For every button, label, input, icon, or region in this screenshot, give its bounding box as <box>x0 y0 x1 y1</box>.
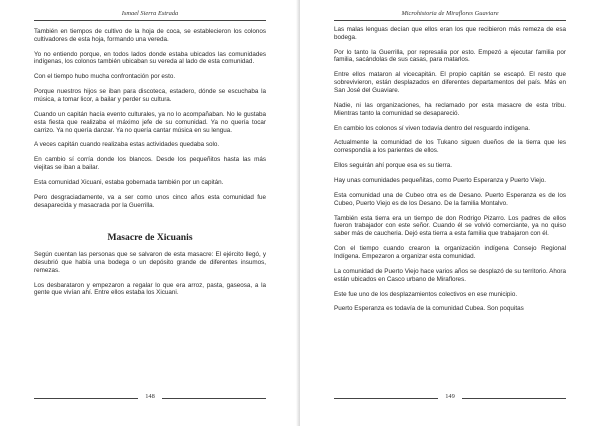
paragraph: En cambio los colonos sí viven todavía dentro del resguardo indígena. <box>334 124 531 132</box>
page-number: 148 <box>138 393 162 400</box>
running-header: Microhistoria de Miraflores Guaviare <box>401 10 499 17</box>
paragraph: También esta tierra era un tiempo de don Rodrigo Pizarro. Los padres de ellos fueron trabajador con este señor. Cuando él se volvió comerciante, ya no quiso saber más de caucheria. Dejó esta tierra a esta familia que trabajaron con él. <box>334 214 566 238</box>
paragraph: Según cuentan las personas que se salvaron de esta masacre: El ejército llegó, y desubrió que había una bodega o un depósito grande de diferentes insumos, remezas. <box>34 251 266 274</box>
paragraph: Con el tiempo cuando crearon la organización indígena Consejo Regional Indígena. Empezaron a organizar esta comunidad. <box>334 245 566 260</box>
page-number: 149 <box>438 393 462 400</box>
page-body <box>34 28 266 304</box>
paragraph: También en tiempos de cultivo de la hoja de coca, se establecieron los colonos cultivadores de esta hoja, formando una vereda. <box>34 28 266 43</box>
paragraph: La comunidad de Puerto Viejo hace varios años se desplazó de su territorio. Ahora están ubicados en Casco urbano de Miraflores. <box>334 267 566 283</box>
paragraph: Cuando un capitán hacía evento culturales, ya no lo acompañaban. No le gustaba esta fiesta que realizaba el máximo jefe de su comunidad. Ya no quería tocar carrizo. Ya no quería danzar. Ya no quería cantar música en su lengua. <box>34 111 266 134</box>
page-body <box>334 26 566 320</box>
header-rule <box>334 20 566 21</box>
right-page <box>300 0 600 426</box>
paragraph: Nadie, ni las organizaciones, ha reclamado por esta masacre de esta tribu. Mientras tanto la comunidad se desapareció. <box>334 101 566 117</box>
paragraph: Con el tiempo hubo mucha confrontación por esto. <box>34 73 176 81</box>
paragraph: Ellos seguirán ahí porque esa es su tierra. <box>334 162 452 170</box>
paragraph: Porque nuestros hijos se iban para discoteca, estadero, dónde se escuchaba la música, a tomar licor, a bailar y perder su cultura. <box>34 88 266 104</box>
paragraph: Este fue uno de los desplazamientos colectivos en ese municipio. <box>334 290 518 298</box>
paragraph: Actualmente la comunidad de los Tukano siguen dueños de la tierra que les correspondía a los parientes de ellos. <box>334 139 566 155</box>
paragraph: Pero desgraciadamente, va a ser como unos cinco años esta comunidad fue desaparecida y masacrada por la Guerrilla. <box>34 194 266 209</box>
paragraph: Los desbarataron y empezaron a regalar lo que era arroz, pasta, gaseosa, a la gente que vivían ahí. Entre ellos estaba los Xicuani. <box>34 281 266 297</box>
paragraph: Hay unas comunidades pequeñitas, como Puerto Esperanza y Puerto Viejo. <box>334 177 547 185</box>
paragraph: Por lo tanto la Guerrilla, por represalia por esto. Empezó a ejecutar familia por familia, sacándolas de sus casas, para matarlos. <box>334 48 566 64</box>
running-header: Ismael Sierra Estrada <box>121 10 179 17</box>
paragraph: En cambio sí corría donde los blancos. Desde los pequeñitos hasta las más viejitas se iban a bailar. <box>34 156 266 172</box>
paragraph: Entre ellos mataron al vicecapitán. El propio capitán se escapó. El resto que sobrevivieron, están desplazados en diferentes departamentos del país. Más en San José del Guaviare. <box>334 71 566 94</box>
paragraph: Esta comunidad Xicuani, estaba gobernada también por un capitán. <box>34 179 224 187</box>
paragraph: A veces capitán cuando realizaba estas actividades quedaba solo. <box>34 141 220 149</box>
paragraph: Esta comunidad una de Cubeo otra es de Desano. Puerto Esperanza es de los Cubeo, Puerto Viejo es de los Desano. De la familia Montalvo. <box>334 192 566 207</box>
section-title: Masacre de Xicuanis <box>107 231 193 243</box>
header-rule <box>34 20 266 21</box>
paragraph: Yo no entiendo porque, en todos lados donde estaba ubicados las comunidades indígenas, los colonos también ubicaban su vereda al lado de esta comunidad. <box>34 50 266 66</box>
paragraph: Puerto Esperanza es todavía de la comunidad Cubea. Son poquitas <box>334 305 524 313</box>
paragraph: Las malas lenguas decían que ellos eran los que recibieron más remeza de esa bodega. <box>334 26 566 41</box>
